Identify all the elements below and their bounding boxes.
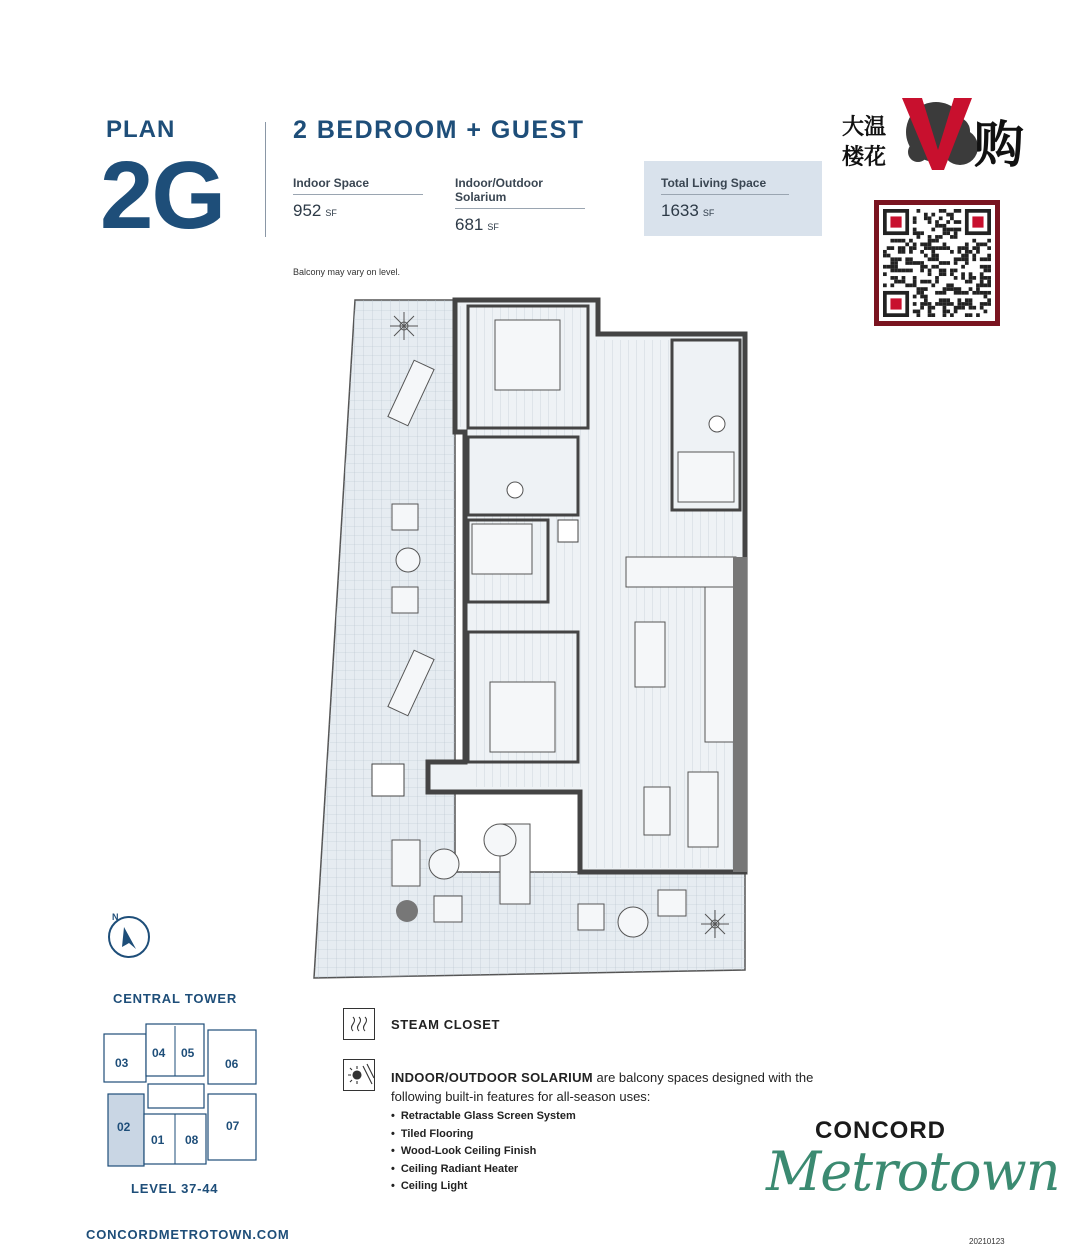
solarium-title: INDOOR/OUTDOOR SOLARIUM <box>391 1070 593 1085</box>
balcony-sofa-icon <box>392 840 420 886</box>
spec-indoor-label: Indoor Space <box>293 176 423 195</box>
spec-indoor-value: 952 <box>293 201 322 220</box>
qr-code <box>874 200 1000 326</box>
chair-icon <box>392 504 418 530</box>
keyplan-unit-04: 04 <box>152 1046 166 1060</box>
steam-closet-mark <box>558 520 578 542</box>
logo-text-left-bottom: 楼花 <box>842 144 887 170</box>
feature-item: • Retractable Glass Screen System <box>391 1110 576 1128</box>
heater-icon <box>396 900 418 922</box>
spec-indoor-unit: SF <box>325 208 337 218</box>
bathroom-1 <box>468 437 578 515</box>
east-wall <box>733 557 747 872</box>
steam-closet-icon <box>343 1008 375 1040</box>
logo-text-right: 购 <box>974 115 1024 174</box>
chair-icon-2 <box>392 587 418 613</box>
balcony-chair-icon-2 <box>578 904 604 930</box>
solarium-icon <box>343 1059 375 1091</box>
keyplan-unit-06: 06 <box>225 1057 239 1071</box>
tower-keyplan <box>100 1020 260 1170</box>
tower-title: CENTRAL TOWER <box>113 991 238 1006</box>
spec-solarium-label: Indoor/Outdoor Solarium <box>455 176 585 209</box>
balcony-round-table-icon <box>429 849 459 879</box>
balcony-note: Balcony may vary on level. <box>293 267 401 277</box>
core-shape <box>148 1084 204 1108</box>
document-code: 20210123 <box>969 1237 1005 1246</box>
keyplan-unit-02: 02 <box>117 1120 131 1134</box>
watermark-logo <box>840 92 1035 182</box>
bathtub-icon <box>678 452 734 502</box>
keyplan-unit-01: 01 <box>151 1133 165 1147</box>
guest-bed-icon <box>472 524 532 574</box>
spec-solarium <box>455 176 585 235</box>
brand-name: CONCORD <box>815 1117 946 1144</box>
brand-script: Metrotown <box>766 1140 1060 1203</box>
solarium-description <box>391 1068 831 1106</box>
dining-table-icon <box>635 622 665 687</box>
spec-solarium-value: 681 <box>455 215 484 234</box>
bed-1-icon <box>495 320 560 390</box>
unit-type-title: 2 BEDROOM + GUEST <box>293 116 585 144</box>
feature-item: • Tiled Flooring <box>391 1128 576 1146</box>
spec-total-label: Total Living Space <box>661 176 789 195</box>
coffee-table-icon <box>644 787 670 835</box>
toilet-icon <box>709 416 725 432</box>
plan-label: PLAN <box>106 116 176 143</box>
header-divider <box>265 122 266 237</box>
keyplan-unit-08: 08 <box>185 1133 199 1147</box>
keyplan-unit-07: 07 <box>226 1119 240 1133</box>
balcony-chair-icon <box>434 896 462 922</box>
balcony-side-table-icon <box>618 907 648 937</box>
logo-text-left-top: 大温 <box>842 114 887 140</box>
north-compass-icon <box>106 910 152 960</box>
solarium-desc: are balcony spaces designed with the following built-in features for all-season uses: <box>391 1070 814 1104</box>
spec-solarium-unit: SF <box>487 222 499 232</box>
level-range: LEVEL 37-44 <box>131 1181 219 1196</box>
round-chair-icon <box>484 824 516 856</box>
website-link[interactable]: CONCORDMETROTOWN.COM <box>86 1227 290 1242</box>
spec-total <box>644 161 822 236</box>
feature-item: • Wood-Look Ceiling Finish <box>391 1145 576 1163</box>
keyplan-unit-05: 05 <box>181 1046 195 1060</box>
keyplan-unit-03: 03 <box>115 1056 129 1070</box>
steam-closet-label: STEAM CLOSET <box>391 1017 501 1032</box>
sofa-icon <box>688 772 718 847</box>
balcony-chair-icon-3 <box>658 890 686 916</box>
kitchen-island <box>705 587 737 742</box>
side-table-icon <box>396 548 420 572</box>
spec-total-value: 1633 <box>661 201 699 220</box>
floor-plan <box>300 292 760 982</box>
solarium-features <box>391 1110 576 1198</box>
spec-indoor <box>293 176 423 221</box>
plan-code: 2G <box>100 142 225 249</box>
solarium-marker <box>372 764 404 796</box>
feature-item: • Ceiling Light <box>391 1180 576 1198</box>
toilet-icon-2 <box>507 482 523 498</box>
spec-total-unit: SF <box>702 208 715 218</box>
bed-2-icon <box>490 682 555 752</box>
svg-text:N: N <box>112 912 119 922</box>
feature-item: • Ceiling Radiant Heater <box>391 1163 576 1181</box>
kitchen-counter <box>626 557 736 587</box>
